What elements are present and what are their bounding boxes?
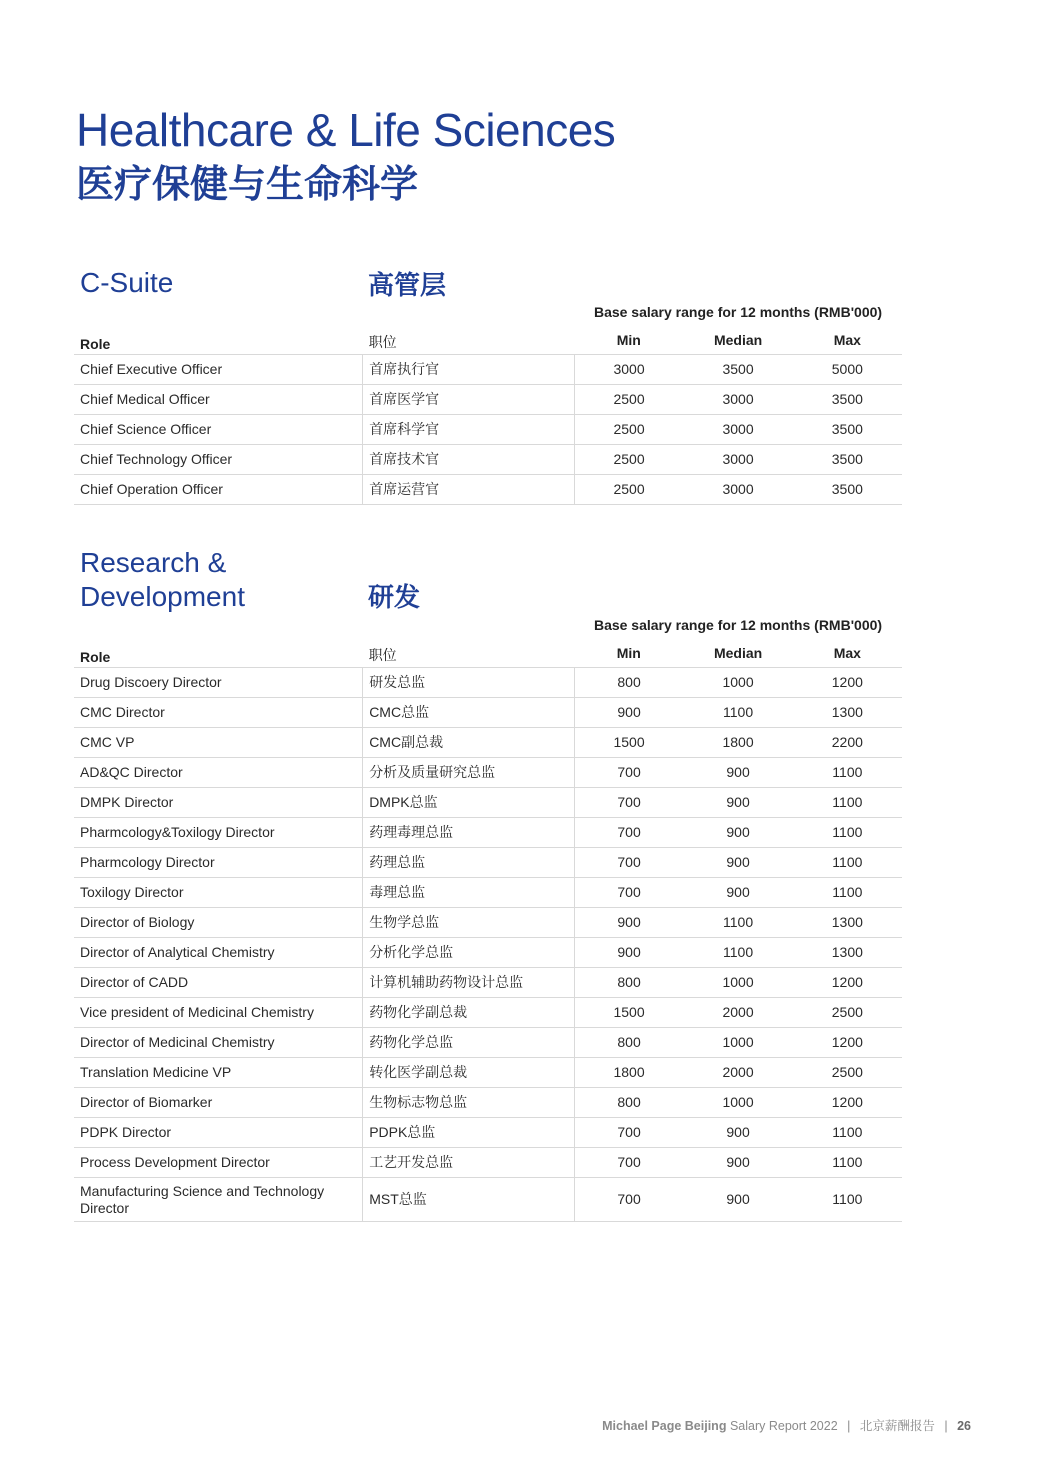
median-cell: 1100	[683, 938, 792, 968]
table-row	[74, 908, 902, 938]
min-cell: 700	[574, 1148, 683, 1178]
role-cell: Director of CADD	[74, 968, 363, 998]
role-chinese-cell: 药物化学副总裁	[363, 998, 575, 1028]
header-role: Role	[74, 641, 363, 668]
role-cell: Toxilogy Director	[74, 878, 363, 908]
max-cell: 1200	[793, 1088, 902, 1118]
table-row	[74, 848, 902, 878]
table-row	[74, 1028, 902, 1058]
table-row	[74, 1118, 902, 1148]
median-cell: 3000	[683, 385, 792, 415]
role-chinese-cell: MST总监	[363, 1178, 575, 1222]
max-cell: 1100	[793, 818, 902, 848]
header-role: Role	[74, 328, 363, 355]
table-row	[74, 788, 902, 818]
median-cell: 3500	[683, 355, 792, 385]
role-chinese-cell: 药理毒理总监	[363, 818, 575, 848]
role-chinese-cell: 分析化学总监	[363, 938, 575, 968]
role-cell: Chief Medical Officer	[74, 385, 363, 415]
page-footer	[602, 1416, 971, 1434]
max-cell: 1100	[793, 848, 902, 878]
footer-chinese: 北京薪酬报告	[859, 1419, 935, 1433]
rnd-title-line-1: Research &	[80, 547, 227, 578]
role-cell: DMPK Director	[74, 788, 363, 818]
header-role-chinese: 职位	[363, 641, 575, 668]
role-chinese-cell: 药物化学总监	[363, 1028, 575, 1058]
footer-separator: |	[944, 1419, 948, 1433]
role-cell: CMC Director	[74, 698, 363, 728]
max-cell: 1300	[793, 938, 902, 968]
min-cell: 700	[574, 818, 683, 848]
rnd-salary-range-label: Base salary range for 12 months (RMB'000)	[593, 617, 883, 633]
max-cell: 1100	[793, 758, 902, 788]
max-cell: 1100	[793, 1178, 902, 1222]
table-row	[74, 1088, 902, 1118]
min-cell: 700	[574, 1178, 683, 1222]
page-title	[76, 104, 615, 210]
role-chinese-cell: 计算机辅助药物设计总监	[363, 968, 575, 998]
role-cell: Chief Operation Officer	[74, 475, 363, 505]
max-cell: 3500	[793, 415, 902, 445]
min-cell: 800	[574, 1028, 683, 1058]
role-cell: Vice president of Medicinal Chemistry	[74, 998, 363, 1028]
table-row	[74, 758, 902, 788]
median-cell: 1000	[683, 1088, 792, 1118]
max-cell: 2500	[793, 1058, 902, 1088]
max-cell: 1100	[793, 878, 902, 908]
median-cell: 1000	[683, 1028, 792, 1058]
max-cell: 1100	[793, 1118, 902, 1148]
min-cell: 700	[574, 788, 683, 818]
rnd-title-english	[80, 546, 245, 614]
median-cell: 3000	[683, 475, 792, 505]
role-cell: PDPK Director	[74, 1118, 363, 1148]
table-row	[74, 938, 902, 968]
csuite-title-chinese: 高管层	[368, 270, 447, 300]
page-title-chinese: 医疗保健与生命科学	[76, 164, 419, 206]
role-chinese-cell: 首席医学官	[363, 385, 575, 415]
min-cell: 1800	[574, 1058, 683, 1088]
median-cell: 900	[683, 1118, 792, 1148]
table-row	[74, 1148, 902, 1178]
table-row	[74, 698, 902, 728]
max-cell: 3500	[793, 385, 902, 415]
median-cell: 900	[683, 758, 792, 788]
role-chinese-cell: 首席科学官	[363, 415, 575, 445]
min-cell: 2500	[574, 385, 683, 415]
role-chinese-cell: CMC总监	[363, 698, 575, 728]
median-cell: 2000	[683, 998, 792, 1028]
header-max: Max	[793, 328, 902, 355]
max-cell: 5000	[793, 355, 902, 385]
max-cell: 1300	[793, 698, 902, 728]
min-cell: 1500	[574, 728, 683, 758]
min-cell: 700	[574, 758, 683, 788]
role-chinese-cell: CMC副总裁	[363, 728, 575, 758]
max-cell: 1200	[793, 968, 902, 998]
role-cell: Chief Executive Officer	[74, 355, 363, 385]
role-chinese-cell: 生物学总监	[363, 908, 575, 938]
rnd-title-line-2: Development	[80, 581, 245, 612]
median-cell: 1800	[683, 728, 792, 758]
median-cell: 1100	[683, 908, 792, 938]
role-chinese-cell: 转化医学副总裁	[363, 1058, 575, 1088]
min-cell: 900	[574, 908, 683, 938]
min-cell: 800	[574, 968, 683, 998]
header-min: Min	[574, 328, 683, 355]
max-cell: 3500	[793, 445, 902, 475]
role-chinese-cell: 分析及质量研究总监	[363, 758, 575, 788]
header-role-chinese: 职位	[363, 328, 575, 355]
page-number: 26	[957, 1419, 971, 1433]
role-cell: Process Development Director	[74, 1148, 363, 1178]
role-chinese-cell: 研发总监	[363, 668, 575, 698]
role-cell: Chief Technology Officer	[74, 445, 363, 475]
role-chinese-cell: 工艺开发总监	[363, 1148, 575, 1178]
max-cell: 3500	[793, 475, 902, 505]
role-chinese-cell: DMPK总监	[363, 788, 575, 818]
median-cell: 900	[683, 788, 792, 818]
role-cell: Drug Discoery Director	[74, 668, 363, 698]
median-cell: 2000	[683, 1058, 792, 1088]
footer-brand: Michael Page Beijing	[602, 1419, 727, 1433]
table-row	[74, 998, 902, 1028]
role-cell: Manufacturing Science and Technology Director	[74, 1178, 363, 1222]
role-chinese-cell: 毒理总监	[363, 878, 575, 908]
role-cell: Director of Biomarker	[74, 1088, 363, 1118]
rnd-table	[74, 641, 902, 1222]
table-row	[74, 355, 902, 385]
max-cell: 1100	[793, 788, 902, 818]
footer-separator: |	[847, 1419, 851, 1433]
min-cell: 900	[574, 698, 683, 728]
median-cell: 900	[683, 818, 792, 848]
table-row	[74, 728, 902, 758]
min-cell: 2500	[574, 415, 683, 445]
table-row	[74, 385, 902, 415]
role-cell: Translation Medicine VP	[74, 1058, 363, 1088]
role-cell: Director of Medicinal Chemistry	[74, 1028, 363, 1058]
min-cell: 2500	[574, 445, 683, 475]
table-header-row	[74, 641, 902, 668]
role-cell: Pharmcology Director	[74, 848, 363, 878]
table-row	[74, 475, 902, 505]
table-row	[74, 1178, 902, 1222]
header-median: Median	[683, 328, 792, 355]
role-cell: AD&QC Director	[74, 758, 363, 788]
header-max: Max	[793, 641, 902, 668]
median-cell: 900	[683, 848, 792, 878]
max-cell: 1100	[793, 1148, 902, 1178]
rnd-title-chinese: 研发	[368, 582, 421, 612]
table-row	[74, 445, 902, 475]
header-min: Min	[574, 641, 683, 668]
role-cell: Director of Analytical Chemistry	[74, 938, 363, 968]
max-cell: 1200	[793, 668, 902, 698]
median-cell: 1100	[683, 698, 792, 728]
median-cell: 900	[683, 1178, 792, 1222]
csuite-table	[74, 328, 902, 505]
table-header-row	[74, 328, 902, 355]
min-cell: 3000	[574, 355, 683, 385]
role-chinese-cell: 药理总监	[363, 848, 575, 878]
median-cell: 1000	[683, 968, 792, 998]
min-cell: 700	[574, 848, 683, 878]
min-cell: 800	[574, 668, 683, 698]
min-cell: 800	[574, 1088, 683, 1118]
min-cell: 1500	[574, 998, 683, 1028]
role-chinese-cell: PDPK总监	[363, 1118, 575, 1148]
median-cell: 900	[683, 878, 792, 908]
role-cell: Chief Science Officer	[74, 415, 363, 445]
min-cell: 2500	[574, 475, 683, 505]
max-cell: 1300	[793, 908, 902, 938]
table-row	[74, 668, 902, 698]
max-cell: 2200	[793, 728, 902, 758]
table-row	[74, 415, 902, 445]
footer-report: Salary Report 2022	[729, 1419, 838, 1433]
max-cell: 1200	[793, 1028, 902, 1058]
role-cell: CMC VP	[74, 728, 363, 758]
role-chinese-cell: 首席技术官	[363, 445, 575, 475]
csuite-salary-range-label: Base salary range for 12 months (RMB'000)	[593, 304, 883, 320]
min-cell: 900	[574, 938, 683, 968]
min-cell: 700	[574, 878, 683, 908]
median-cell: 3000	[683, 415, 792, 445]
median-cell: 1000	[683, 668, 792, 698]
min-cell: 700	[574, 1118, 683, 1148]
role-chinese-cell: 首席执行官	[363, 355, 575, 385]
max-cell: 2500	[793, 998, 902, 1028]
role-cell: Pharmcology&Toxilogy Director	[74, 818, 363, 848]
table-row	[74, 1058, 902, 1088]
median-cell: 900	[683, 1148, 792, 1178]
header-median: Median	[683, 641, 792, 668]
csuite-title-english: C-Suite	[80, 267, 174, 298]
role-cell: Director of Biology	[74, 908, 363, 938]
role-chinese-cell: 首席运营官	[363, 475, 575, 505]
page-title-english: Healthcare & Life Sciences	[76, 104, 616, 156]
role-chinese-cell: 生物标志物总监	[363, 1088, 575, 1118]
table-row	[74, 818, 902, 848]
median-cell: 3000	[683, 445, 792, 475]
table-row	[74, 968, 902, 998]
table-row	[74, 878, 902, 908]
